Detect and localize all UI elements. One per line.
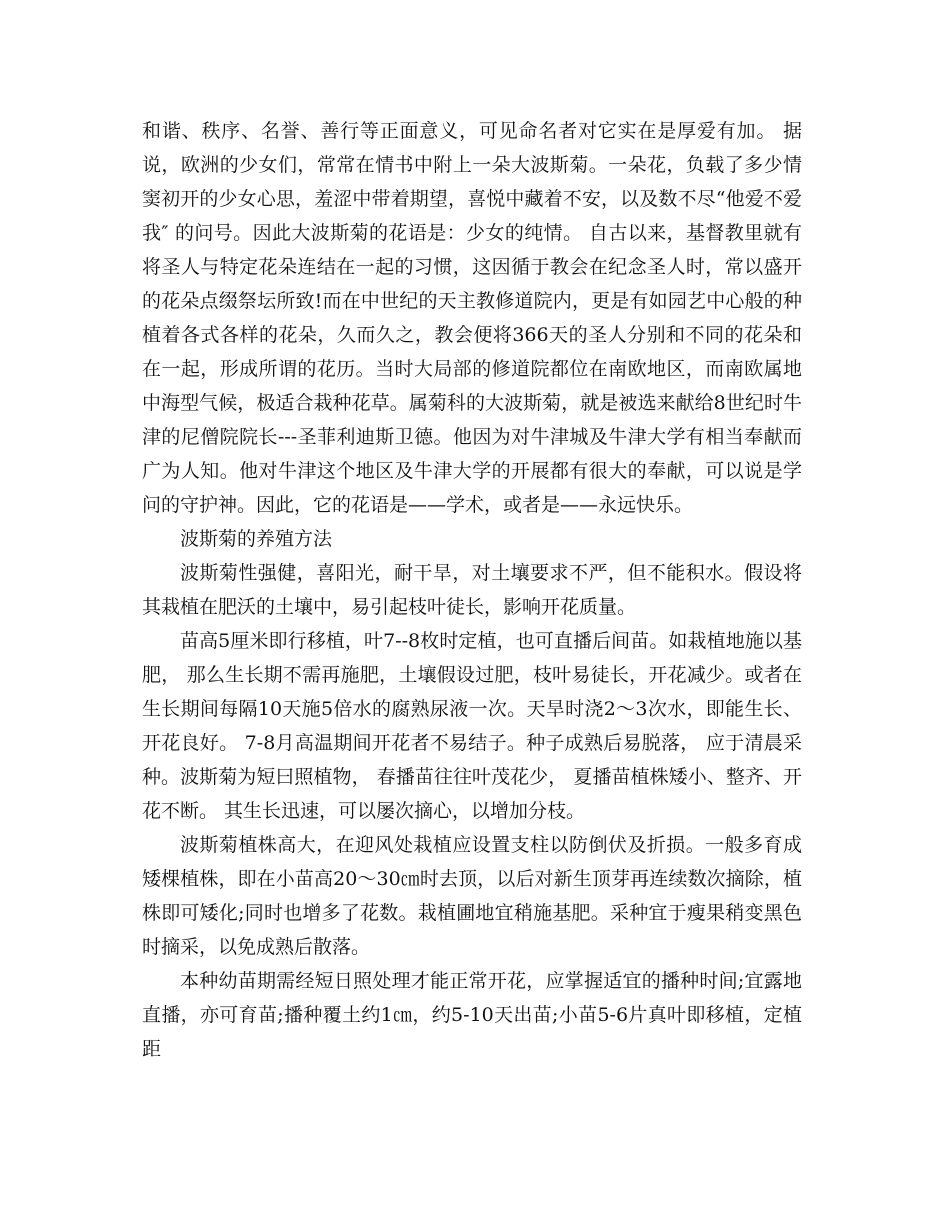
paragraph-transplant: 苗高5厘米即行移植，叶7--8枚时定植，也可直播后间苗。如栽植地施以基肥， 那么生长期不需再施肥，土壤假设过肥，枝叶易徒长，开花减少。或者在生长期间每隔10天施5倍水的腐熟尿液一次。天旱时浇2～3次水，即能生长、开花良好。 7-8月高温期间开花者不易结子。种子成熟后易脱落， 应于清晨采种。波斯菊为短曰照植物， 春播苗往往叶茂花少， 夏播苗植株矮小、整齐、开花不断。 其生长迅速，可以屡次摘心，以增加分枝。 — [142, 630, 802, 822]
paragraph-seedling: 本种幼苗期需经短日照处理才能正常开花，应掌握适宜的播种时间;宜露地直播，亦可育苗;播种覆土约1㎝，约5-10天出苗;小苗5-6片真叶即移植，定植距 — [142, 970, 802, 1060]
section-heading-cultivation: 波斯菊的养殖方法 — [180, 528, 333, 550]
paragraph-flower-language: 和谐、秩序、名誉、善行等正面意义，可见命名者对它实在是厚爱有加。 据说，欧洲的少女们，常常在情书中附上一朵大波斯菊。一朵花，负载了多少情窦初开的少女心思，羞涩中带着期望，喜悦中藏着不安，以及数不尽“他爱不爱我″ 的问号。因此大波斯菊的花语是：少女的纯情。 自古以来，基督教里就有将圣人与特定花朵连结在一起的习惯，这因循于教会在纪念圣人时，常以盛开的花朵点缀祭坛所致!而在中世纪的天主教修道院内，更是有如园艺中心般的种植着各式各样的花朵，久而久之，教会便将366天的圣人分别和不同的花朵和在一起，形成所谓的花历。当时大局部的修道院都位在南欧地区，而南欧属地中海型气候，极适合栽种花草。属菊科的大波斯菊，就是被选来献给8世纪时牛津的尼僧院院长---圣菲利迪斯卫德。他因为对牛津城及牛津大学有相当奉献而广为人知。他对牛津这个地区及牛津大学的开展都有很大的奉献，可以说是学问的守护神。因此，它的花语是——学术，或者是——永远快乐。 — [142, 120, 802, 516]
document-page — [142, 114, 802, 1066]
paragraph-support: 波斯菊植株高大，在迎风处栽植应设置支柱以防倒伏及折损。一般多育成矮棵植株，即在小苗高20～30㎝时去顶，以后对新生顶芽再连续数次摘除，植株即可矮化;同时也增多了花数。栽植圃地宜稍施基肥。采种宜于瘦果稍变黑色时摘采，以免成熟后散落。 — [142, 834, 802, 958]
paragraph-habit: 波斯菊性强健，喜阳光，耐干旱，对土壤要求不严，但不能积水。假设将其栽植在肥沃的土壤中，易引起枝叶徒长，影响开花质量。 — [142, 562, 802, 618]
